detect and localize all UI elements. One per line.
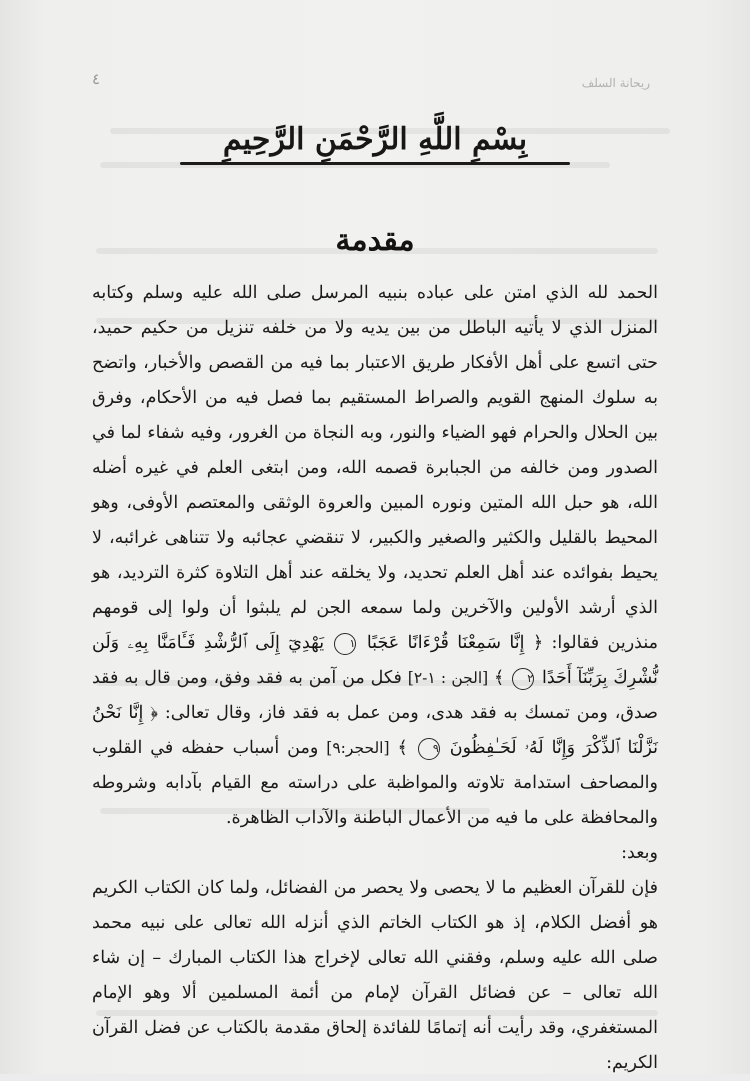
page-number: ٤	[92, 70, 101, 88]
quran-bracket: ﴾	[397, 738, 408, 758]
quran-verse: ﴿ إِنَّا نَحْنُ نَزَّلْنَا ٱلذِّكْرَ وَإِنَّا لَهُۥ لَحَـٰفِظُونَ	[92, 703, 658, 758]
paragraph-text: ومن أسباب حفظه في القلوب والمصاحف استدامة تلاوته والمواظبة على دراسته مع القيام بآدابه وشروطه والمحافظة على ما فيه من الأعمال الباطنة والآداب الظاهرة.	[92, 738, 658, 828]
paragraph-text: الحمد لله الذي امتن على عباده بنبيه المرسل صلى الله عليه وسلم وكتابه المنزل الذي لا يأتيه الباطل من بين يديه ولا من خلفه تنزيل من حكيم حميد، حتى اتسع على أهل الأفكار طريق الاعتبار بما فيه من القصص والأخبار، واتضح به سلوك المنهج القويم والصراط المستقيم بما فصل فيه من الأحكام، وفرق بين الحلال والحرام فهو الضياء والنور، وبه النجاة من الغرور، وفيه شفاء لما في الصدور ومن خالفه من الجبابرة قصمه الله، ومن ابتغى العلم في غيره أضله الله، هو حبل الله المتين ونوره المبين والعروة الوثقى والمعتصم الأوفى، وهو المحيط بالقليل والكثير والصغير والكبير، لا تنقضي عجائبه ولا تتناهى غرائبه، لا يحيط بفوائده عند أهل العلم تحديد، ولا يخلقه عند أهل التلاوة كثرة الترديد، هو الذي أرشد الأولين والآخرين ولما سمعه الجن لم يلبثوا أن ولوا إلى قومهم منذرين فقالوا:	[92, 283, 658, 653]
paragraph-text: فكل من آمن به فقد وفق، ومن قال به فقد صدق، ومن تمسك به فقد هدى، ومن عمل به فقد فاز، وقال تعالى:	[92, 668, 658, 723]
basmala-calligraphy	[150, 112, 600, 182]
ayah-number-marker: ٩	[418, 738, 440, 760]
page-title: مقدمة	[335, 223, 415, 258]
ayah-number-marker: ١	[334, 633, 356, 655]
paragraph-main: فإن للقرآن العظيم ما لا يحصى ولا يحصر من الفضائل، ولما كان الكتاب الكريم هو أفضل الكلام، إذ هو الكتاب الخاتم الذي أنزله الله تعالى على نبيه محمد صلى الله عليه وسلم، وفقني الله تعالى لإخراج هذا الكتاب المبارك – إن شاء الله تعالى – عن فضائل القرآن لإمام من أئمة المسلمين ألا وهو الإمام المستغفري، وقد رأيت أنه إتمامًا للفائدة إلحاق مقدمة بالكتاب عن فضل القرآن الكريم:	[92, 878, 658, 1073]
paragraph-intro	[92, 276, 658, 836]
quran-verse: ﴿ إِنَّا سَمِعْنَا قُرْءَانًا عَجَبًا	[366, 633, 544, 653]
basmala-extended-stroke	[180, 162, 570, 165]
verse-reference: [الحجر:٩]	[326, 739, 390, 757]
quran-bracket: ﴾	[494, 668, 505, 688]
running-head: ريحانة السلف	[581, 76, 650, 90]
ayah-number-marker: ٢	[512, 668, 534, 690]
basmala-text: بِسْمِ اللَّهِ الرَّحْمَنِ الرَّحِيمِ	[222, 122, 528, 157]
body-text	[92, 276, 658, 1081]
verse-reference: [الجن : ١-٢]	[407, 669, 489, 687]
section-opener: وبعد:	[621, 843, 658, 863]
quran-verse: يَهْدِيٓ إِلَى ٱلرُّشْدِ فَـَٔامَنَّا بِهِۦ وَلَن نُّشْرِكَ بِرَبِّنَآ أَحَدًا	[92, 633, 658, 688]
